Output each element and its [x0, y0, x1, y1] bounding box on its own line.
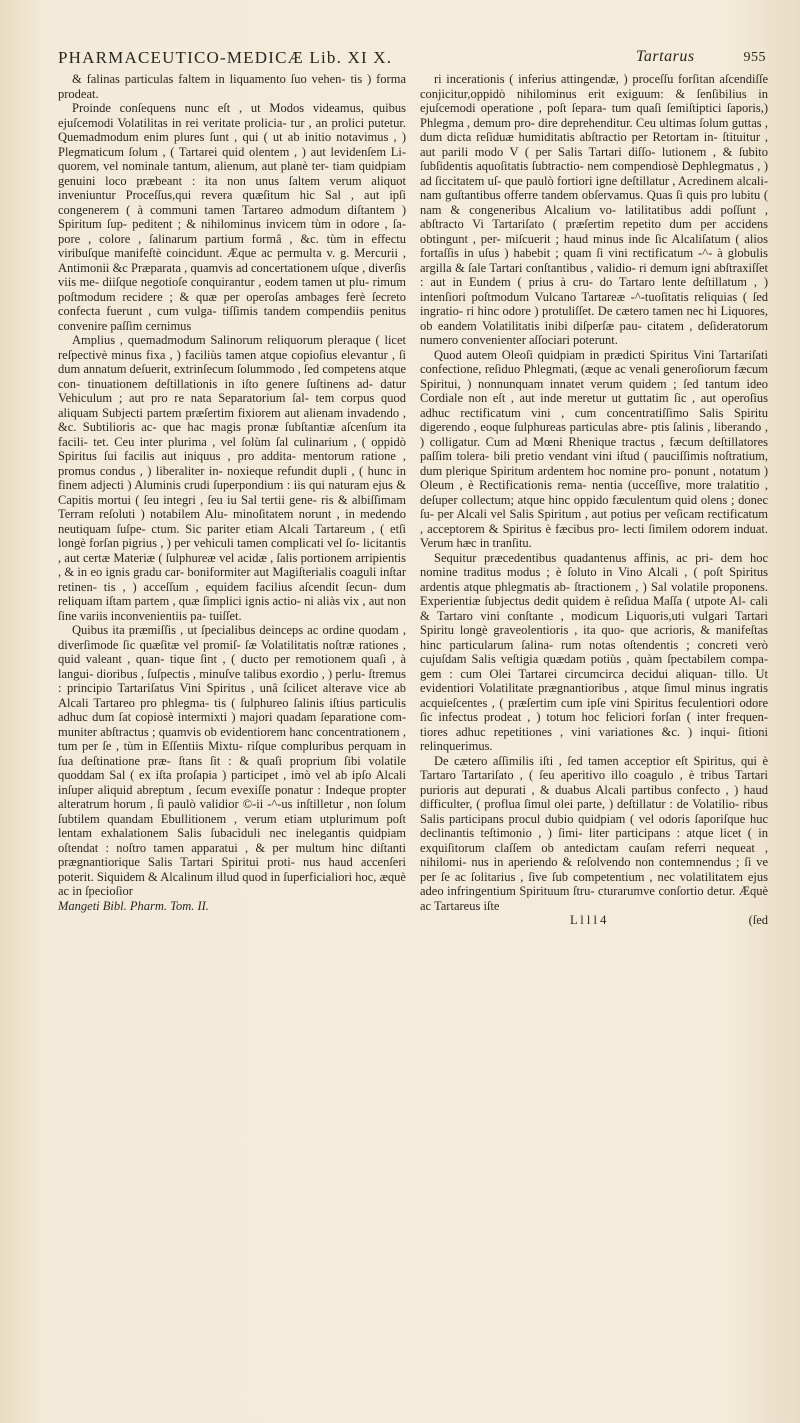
- paragraph: Quibus ita præmiſſis , ut ſpecialibus deinceps ac ordine quodam , diverſimode ſic quæſitæ vel promiſ- ſæ Volatilitatis noſtræ rationes , quid valeant , quan- tique ſint , ( ducto per remotionem quaſi , à langui- dioribus , ſuſpectis , minuſve talibus exordio , ) perlu- ſtremus : principio Tartariſatus Vini Spiritus , unâ ſcilicet alterave vice ab Alcali Tartareo pro phlegma- tis ( ſulphureo ſalinis iſtius particulis adhuc dum ſat copiosè intermixti ) majori quadam ſeparatione com- muniter abſtractus ; quamvis ob evidentiorem hanc concentrationem , tum per ſe , tùm in Eſſentiis Mixtu- riſque compluribus perquam in ſua deſtinatione præ- ſtans ſit : & quaſi proprium ſibi volatile quoddam Sal ( ex iſta proſapia ) participet , imò vel ab ipſo Alcali inſuper aliquid abreptum , ſecum evexiſſe ponatur : Indeque propter alteratrum horum , ſi paulò validior ©-ii -^-us inſtilletur , non ſolum ſubtilem quandam Ebullitionem , verum etiam utplurimum poſt lentam exhalationem Salis ſubacìduli nec inelegantis quidpiam oſtendat : noſtro tamen apparatui , & per multum hinc diſtanti prægnantiorique Salis Tartari Spiritui proti- nus haud accenſeri poterit. Siquidem & Alcalinum illud quod in ſuperficialiori hoc, æquè ac in ſpecioſior: [58, 623, 406, 898]
- paragraph: Proinde conſequens nunc eſt , ut Modos videamus, quibus ejuſcemodi Volatilitas in rei veritate prolicia- tur , an prolici putetur. Quemadmodum enim plures ſunt , qui ( ut ab initio notavimus , ) Plegmaticum ſolum , ( Tartarei quid olentem , ) aut levidenſem Li- quorem, vel nominale tantum, alienum, aut planè ter- tiam quidpiam genuini loco præbeant : ita non unus ſaltem verum aliquot inveniuntur Proceſſus,qui revera quæſitum hic Sal , aut ipſi congenerem ( à communi tamen Tartareo admodum diſtantem ) Spiritum ſup- peditent ; & nihilominus invicem tùm in odore , ſa- pore , colore , ſalinarum partium formâ , &c. tùm in effectu viribuſque manifeſtè coincidunt. Æque ac permulta v. g. Mercurii , Antimonii &c Præparata , quamvis ad concertationem uſque , diverſis viis me- diiſque negotioſe conquirantur , eodem tamen ut plu- rimum poſtmodum recidere ; & quæ per operoſas ambages ferè ſecreto confecta fuerunt , cum vulga- tiſſimis tandem compendiis penitus convenire paſſim cernimus: [58, 101, 406, 333]
- signature-mark: L l l l 4: [570, 913, 607, 927]
- page-number: 955: [743, 50, 766, 65]
- left-column: [58, 72, 406, 1402]
- footer-imprint: Mangeti Bibl. Pharm. Tom. II.: [58, 898, 209, 913]
- right-footer: [420, 913, 768, 928]
- running-header: [58, 44, 770, 70]
- running-title: PHARMACEUTICO-MEDICÆ Lib. XI X.: [58, 48, 393, 67]
- text-columns: [58, 72, 770, 1402]
- paragraph: Sequitur præcedentibus quadantenus affinis, ac pri- dem hoc nomine traditus modus ; è ſoluto in Vino Alcali , ( poſt Spiritus ardentis atque phlegmatis ab- ſtractionem , ) Sal volatile proponens. Experientiæ ſubjectus dedit quidem è reſidua Maſſa ( utpote Al- cali & Tartaro vini conſtante , modicum Liquoris,uti vulgari Tartari Spiritu longè graveolentioris , ita quo- que acrioris, & manifeſtas hinc particularum ſalina- rum notas oſtendentis ; concreti verò cujuſdam Salis veſtigia quædam potiùs , quàm ſpectabilem compa- gem : cum Olei Tartarei circumcirca decidui aliquan- tillo. Ut evidentiori Volatilitate prægnantioribus , atque ſimul minus ingratis acquieſcentes , ( præſertim cum ipſe vini Spiritus feculentiori odore ſic infectus prodeat , ) totum hoc feliciori forſan ( inter frequen- tiores adhuc repetitiones , vini variationes &c. ) inqui- ſitioni relinquerimus.: [420, 550, 768, 753]
- paragraph: ri incerationis ( inferius attingendæ, ) proceſſu forſitan aſcendiſſe conjicitur,oppidò nihilominus erit exiguum: & ſenſibilius in ejuſcemodi operatione , poſt ſepara- tum quaſi ſemiſtiptici ſaporis,) Phlegma , demum pro- dire deprehenditur. Ceu ultimas ſolum guttas , dum dicta reſiduæ humiditatis abſtractio per Retortam in- ſtituitur , aut parili modo V ( per Salis Tartari diſſo- lutionem , & ſubito ſubſidentis aquoſitatis ſubtractio- nem compendiosè Dephlegmatus , ) ad ſiccitatem uſ- que paulò fortiori igne deſtillatur , Acredinem alcali- nam guſtantibus offerre tandem obſervamus. Quas ſi quis pro lubitu ( nam & congeneribus Alcalium vo- latilitatibus addi poſſunt , abſtracto Vi Tartariſato ( præſertim repetito dum per accidens obtingunt , per- miſcuerit ; haud minus inde ſic Alcaliſatum ( alios fortaſſis in uſus ) habebit ; quam ſi vini rectificatum -^- à globulis argilla & ſale Tartari conſtantibus , validio- ri demum igni abſtraxiſſet : aut in Eundem ( prius à cru- do Tartaro lente deſtillatum , ) intenſiori poſtmodum Vulcano Tartareæ -^-tuoſitatis reliquias ( ſed ingratio- ri hinc odore ) protuliſſet. De cætero tamen nec hi Liquores, ob eandem Volatilitatis inibi diſperſæ pau- citatem , deſideratorum numero convenienter aſſociari poterunt.: [420, 72, 768, 347]
- catchword: (ſed: [748, 913, 768, 927]
- right-column: [420, 72, 768, 1402]
- paragraph: De cætero aſſimilis iſti , ſed tamen acceptior eſt Spiritus, qui è Tartaro Tartariſato , ( ſeu aperitivo illo coagulo , è tribus Tartari purioris aut depurati , & duabus Alcali partibus confecto , ) haud difficulter, ( proflua ſimul olei parte, ) deſtillatur : de Volatilio- ribus Salis participans procul dubio quidpiam ( vel odoris ſaporiſque huc declinantis teſtimonio , ) ſimi- liter participans : atque licet ( in exquiſitorum claſſem ob antedictam cauſam referri nequeat , nihilomi- nus in aperiendo & reſolvendo non contemnendus ; ſi ve per ſe ac ſolitarius , ſive ſub competentium , nec volatilitatem ejus adeo infringentium Spirituum ſtru- cturarumve conſortio detur. Æquè ac Tartareus iſte: [420, 753, 768, 913]
- left-footer: [58, 899, 406, 914]
- paragraph: Quod autem Oleoſi quidpiam in prædicti Spiritus Vini Tartariſati confectione, reſiduo Phlegmati, (æque ac venali generoſiorum fæcum Spiritui, ) nonnunquam innatet verum quidem ; ſed tantum ideo Cordiale non eſt , aut inde meretur ut guttatim ſic , aut operoſius adhuc rectificatum vini , cum concentratiſſimo Salis Spiritu digerendo , eoque ſulphureas particulas abre- ptis ſalinis , liberando , ) colligatur. Cum ad Mœni Rhenique tractus , fæcum deſtillatores paſſim tolera- bili pretio vendant vini iſtud ( pauciſſimis noſtratium, dum plerique Spiritum ardentem hoc nomine pro- ponunt , notatum ) Oleum , è Rectificationis rema- nentia (ucceſſive, more tralatitio , deſuper collectum; atque hinc oppido fæculentum quid olens ; donec ſu- per Alcali vel Salis Spiritum , aut potius per veſicam rectificatum , acceptorem & Spiritus è fæcibus pro- lecti ſimilem odorem induat. Verum hæc in tranſitu.: [420, 347, 768, 550]
- section-title: Tartarus: [636, 48, 695, 65]
- paragraph: Amplius , quemadmodum Salinorum reliquorum pleraque ( licet reſpectivè minus fixa , ) faciliùs tamen atque copioſius elevantur , ſi dum annatum deſuerit, extrinſecum ſolummodo , ſed competens atque con- tinuationem deſtillationis in iſto genere ſuſtinens ad- datur Vehiculum ; aut pro re nata Separatorium ſal- tem corpus quod aliquam Subjecti partem præſertim fixiorem aut alienam invadendo , &c. Subtilioris ac- que hac magis pronæ ſubſtantiæ aſcenſum ita facili- tet. Ceu inter plurima , vel ſolùm ſal culinarium , ( oppidò Spiritus ſui facilis aut iniquus , pro addita- mentorum ratione , promus condus , ) liberaliter in- noxieque refundit dupli , ( hunc in finem adjecti ) Aluminis crudi ſuperpondium : iis qui naturam ejus & Capitis mortui ( ſeu integri , ſeu iu Sal tertii gene- ris & albiſſimam Terram reſoluti ) notabilem Alu- minoſitatem norunt , in medendo neutiquam ſuſpe- ctum. Sic pariter etiam Alcali Tartareum , ( etſi longè forſan pigrius , ) per vehiculi tamen complicati vel ſo- licitantis , aut certæ Materiæ ( ſulphureæ vel acidæ , ſalis portionem arripientis , & in eo ignis gradu car- boniformiter aut Magiſterialis coaguli inſtar retinen- tis , ) acceſſum , equidem facilius aſcendit ſecun- dum reliquam iſtam partem , quæ ſimplici ignis actio- ni aliàs vix , aut non ſine variis inconvenientiis pa- tuiſſet.: [58, 333, 406, 623]
- paragraph: & falinas particulas faltem in liquamento ſuo vehen- tis ) forma prodeat.: [58, 72, 406, 101]
